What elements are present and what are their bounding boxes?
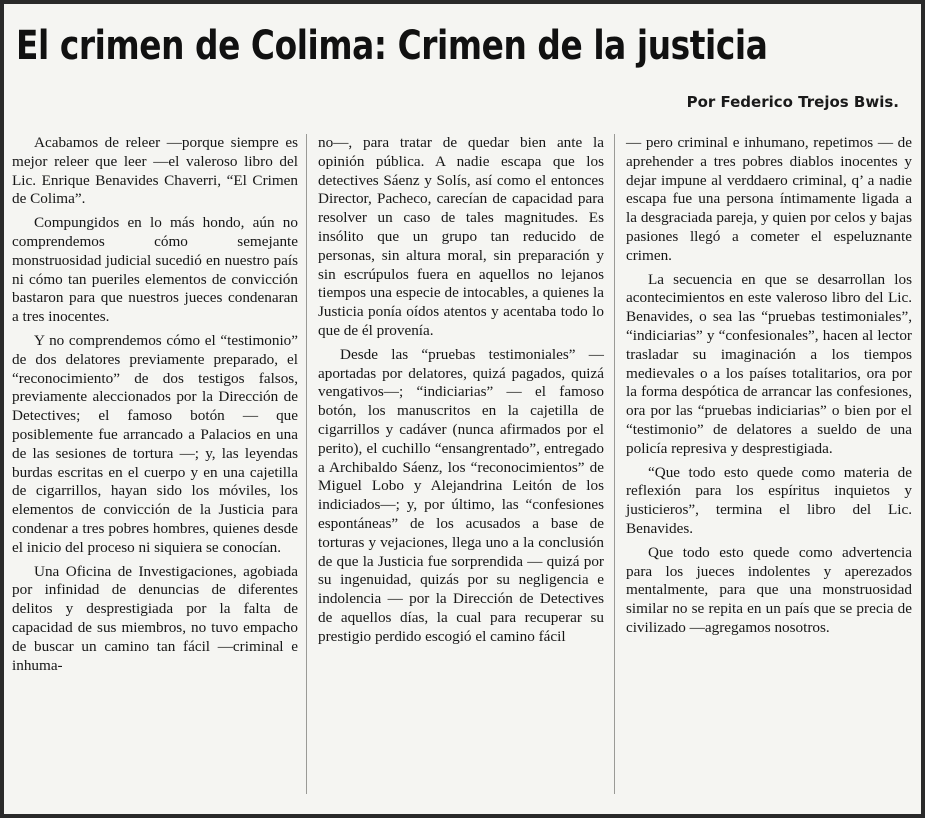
paragraph: Que todo esto quede como advertencia para los jueces indolentes y aperezados mentalmente, para que una monstruosidad similar no se repita en un país que se precia de civilizado —agregamos nosotros.: [626, 543, 912, 636]
text-column-3: [626, 134, 912, 638]
paragraph: no—, para tratar de quedar bien ante la opinión pública. A nadie escapa que los detectives Sáenz y Solís, así como el entonces Director, Pacheco, carecían de capacidad para resolver un caso de tales magnitudes. Es insólito que un grupo tan reducido de personas, sin altura moral, sin preparación y sin escrúpulos fuera en aquellos no lejanos tiempos una especie de intocables, a quienes la Justicia ponía oídos atentos y acentaba todo lo que de él provenía.: [318, 134, 604, 339]
paragraph: Una Oficina de Investigaciones, agobiada por infinidad de denuncias de diferentes delitos y desprestigiada por la falta de capacidad de sus miembros, no tuvo empacho de buscar un camino tan fácil —criminal e inhuma-: [12, 562, 298, 674]
paragraph: Compungidos en lo más hondo, aún no comprendemos cómo semejante monstruosidad judicial sucedió en nuestro país ni cómo tan pueriles elementos de convicción bastaron para que nuestros jueces condenaran a tres inocentes.: [12, 214, 298, 326]
paragraph: “Que todo esto quede como materia de reflexión para los espíritus inquietos y justicieros”, termina el libro del Lic. Benavides.: [626, 463, 912, 537]
column-divider: [614, 134, 615, 794]
paragraph: Acabamos de releer —porque siempre es mejor releer que leer —el valeroso libro del Lic. Enrique Benavides Chaverri, “El Crimen de Colima”.: [12, 134, 298, 208]
column-divider: [306, 134, 307, 794]
paragraph: Y no comprendemos cómo el “testimonio” de dos delatores previamente preparado, el “reconocimiento” de dos testigos falsos, previamente aleccionados por la Dirección de Detectives; el famoso botón — que posiblemente fue arrancado a Palacios en una de las sesiones de tortura —; y, las leyendas burdas escritas en el cuerpo y en una cajetilla de cigarrillos, hayan sido los móviles, los elementos de convicción de la Justicia para condenar a tres pobres hombres, quienes desde el inicio del proceso ni siquiera se conocían.: [12, 331, 298, 556]
text-column-1: [12, 134, 298, 675]
paragraph: Desde las “pruebas testimoniales” — aportadas por delatores, quizá pagados, quizá vengativos—; “indiciarias” — el famoso botón, los manuscritos en la cajetilla de cigarrillos y cadáver (nunca afirmados por el perito), el cuchillo “ensangrentado”, entregado a Archibaldo Sáenz, los “reconocimientos” de Miguel Lobo y Alejandrina Leitón de los indiciados—; y, por último, las “confesiones espontáneas” de los acusados a base de torturas y vejaciones, llega uno a la conclusión de que la Justicia fue sorprendida — quizá por su ingenuidad, quizás por su negligencia e indolencia — por la Dirección de Detectives de aquellos días, la cual para recuperar su prestigio perdido escogió el camino fácil: [318, 345, 604, 645]
paragraph: La secuencia en que se desarrollan los acontecimientos en este valeroso libro del Lic. Benavides, o sea las “pruebas testimoniales”, “indiciarias” y “confesionales”, hacen al lector trasladar su imaginación a los tiempos medievales o a los países totalitarios, ora por la forma despótica de arrancar las confesiones, ora por las “pruebas indiciarias” o bien por el “testimonio” de delatores a sueldo de una policía represiva y desprestigiada.: [626, 270, 912, 457]
headline: El crimen de Colima: Crimen de la justicia: [16, 23, 768, 69]
paragraph: — pero criminal e inhumano, repetimos — de aprehender a tres pobres diablos inocentes y dejar impune al verddaero criminal, q’ a nadie escapa fue una persona íntimamente ligada a la desgraciada pareja, y quien por celos y bajas pasiones llegó a cometer el espeluznante crimen.: [626, 134, 912, 264]
byline: Por Federico Trejos Bwis.: [686, 93, 899, 111]
text-column-2: [318, 134, 604, 647]
